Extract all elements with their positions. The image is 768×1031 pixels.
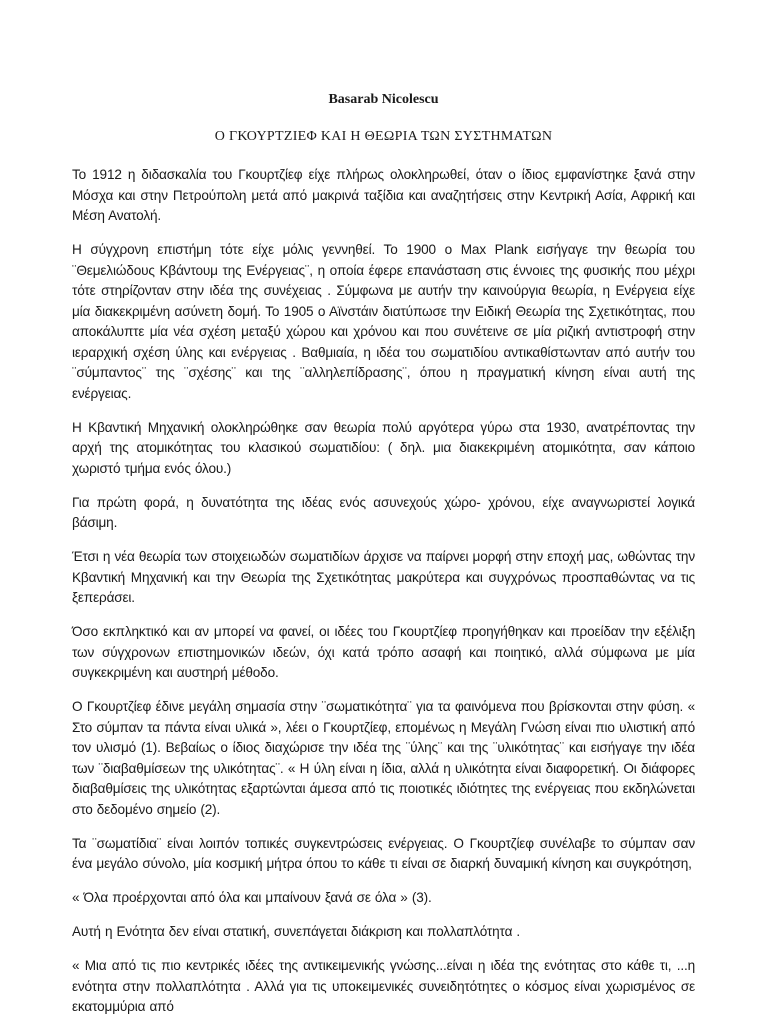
paragraph-5: Έτσι η νέα θεωρία των στοιχειωδών σωματιδίων άρχισε να παίρνει μορφή στην εποχή μας, ωθώντας την Κβαντική Μηχανική και την Θεωρία της Σχετικότητας μακρύτερα και συγχρόνως προσπαθώντας να τις ξεπεράσει. bbox=[72, 549, 695, 605]
author-name: Basarab Nicolescu bbox=[328, 92, 439, 107]
document-title: Ο ΓΚΟΥΡΤΖΙΕΦ ΚΑΙ Η ΘΕΩΡΙΑ ΤΩΝ ΣΥΣΤΗΜΑΤΩΝ bbox=[214, 129, 553, 144]
paragraph-9: « Όλα προέρχονται από όλα και μπαίνουν ξανά σε όλα » (3). bbox=[72, 890, 432, 905]
paragraph-4: Για πρώτη φορά, η δυνατότητα της ιδέας ενός ασυνεχούς χώρο- χρόνου, είχε αναγνωριστεί λογικά βάσιμη. bbox=[72, 494, 695, 530]
paragraph-11: « Μια από τις πιο κεντρικές ιδέες της αντικειμενικής γνώσης...είναι η ιδέα της ενότητας στο κάθε τι, ...η ενότητα στην πολλαπλότητα . Αλλά για τις υποκειμενικές συνειδητότητες ο κόσμος είναι χωρισμένος σε εκατομμύρια από bbox=[72, 958, 695, 1014]
paragraph-3: Η Κβαντική Μηχανική ολοκληρώθηκε σαν θεωρία πολύ αργότερα γύρω στα 1930, ανατρέποντας την αρχή της ατομικότητας του κλασικού σωματιδίου: ( δηλ. μια διακεκριμένη ατομικότητα, σαν κάποιο χωριστό τμήμα ενός όλου.) bbox=[72, 419, 695, 476]
paragraph-8: Τα ¨σωματίδια¨ είναι λοιπόν τοπικές συγκεντρώσεις ενέργειας. Ο Γκουρτζίεφ συνέλαβε το σύμπαν σαν ένα μεγάλο σύνολο, μία κοσμική μήτρα όπου το κάθε τι είναι σε διαρκή δυναμική κίνηση και συγκρότηση, bbox=[72, 835, 695, 871]
paragraph-6: Όσο εκπληκτικό και αν μπορεί να φανεί, οι ιδέες του Γκουρτζίεφ προηγήθηκαν και προείδαν την εξέλιξη των σύγχρονων επιστημονικών ιδεών, όχι κατά τρόπο ασαφή και ποιητικό, αλλά σύμφωνα με μία συγκεκριμένη και αυστηρή μέθοδο. bbox=[72, 624, 695, 680]
paragraph-7: Ο Γκουρτζίεφ έδινε μεγάλη σημασία στην ¨σωματικότητα¨ για τα φαινόμενα που βρίσκονται στην φύση. « Στο σύμπαν τα πάντα είναι υλικά », λέει ο Γκουρτζίεφ, επομένως η Μεγάλη Γνώση είναι πιο υλιστική από τον υλισμό (1). Βεβαίως ο ίδιος διαχώρισε την ιδέα της ¨ύλης¨ και της ¨υλικότητας¨ και εισήγαγε την ιδέα των ¨διαβαθμίσεων της υλικότητας¨. « Η ύλη είναι η ίδια, αλλά η υλικότητα είναι διαφορετική. Οι διάφορες διαβαθμίσεις της υλικότητας εξαρτώνται άμεσα από τις ποιοτικές ιδιότητες της ενέργειας που εκδηλώνεται στο δεδομένο σημείο (2). bbox=[72, 699, 695, 817]
paragraph-10: Αυτή η Ενότητα δεν είναι στατική, συνεπάγεται διάκριση και πολλαπλότητα . bbox=[72, 924, 521, 939]
document-page bbox=[72, 0, 695, 1024]
paragraph-1: Το 1912 η διδασκαλία του Γκουρτζίεφ είχε πλήρως ολοκληρωθεί, όταν ο ίδιος εμφανίστηκε ξανά στην Μόσχα και στην Πετρούπολη μετά από μακρινά ταξίδια και αναζητήσεις στην Κεντρική Ασία, Αφρική και Μέση Ανατολή. bbox=[72, 167, 695, 223]
document-body bbox=[72, 165, 695, 1031]
paragraph-2: Η σύγχρονη επιστήμη τότε είχε μόλις γεννηθεί. Το 1900 ο Max Plank εισήγαγε την θεωρία του ¨Θεμελιώδους Κβάντουμ της Ενέργειας¨, η οποία έφερε επανάσταση στις έννοιες της φυσικής που μέχρι τότε στηρίζονταν στην ιδέα της συνέχειας . Σύμφωνα με αυτήν την καινούργια θεωρία, η Ενέργεια είχε μία διακεκριμένη ασύνετη δομή. Το 1905 ο Αϊνστάιν διατύπωσε την Ειδική Θεωρία της Σχετικότητας, που αποκάλυπτε μία νέα σχέση μεταξύ χώρου και χρόνου και που συνέτεινε σε μία ριζική αντιστροφή στην ιεραρχική σχέση ύλης και ενέργειας . Βαθμιαία, η ιδέα του σωματιδίου αντικαθίστωνταν από αυτήν του ¨σύμπαντος¨ της ¨σχέσης¨ και της ¨αλληλεπίδρασης¨, όπου η πραγματική κίνηση είναι αυτή της ενέργειας. bbox=[72, 242, 695, 401]
